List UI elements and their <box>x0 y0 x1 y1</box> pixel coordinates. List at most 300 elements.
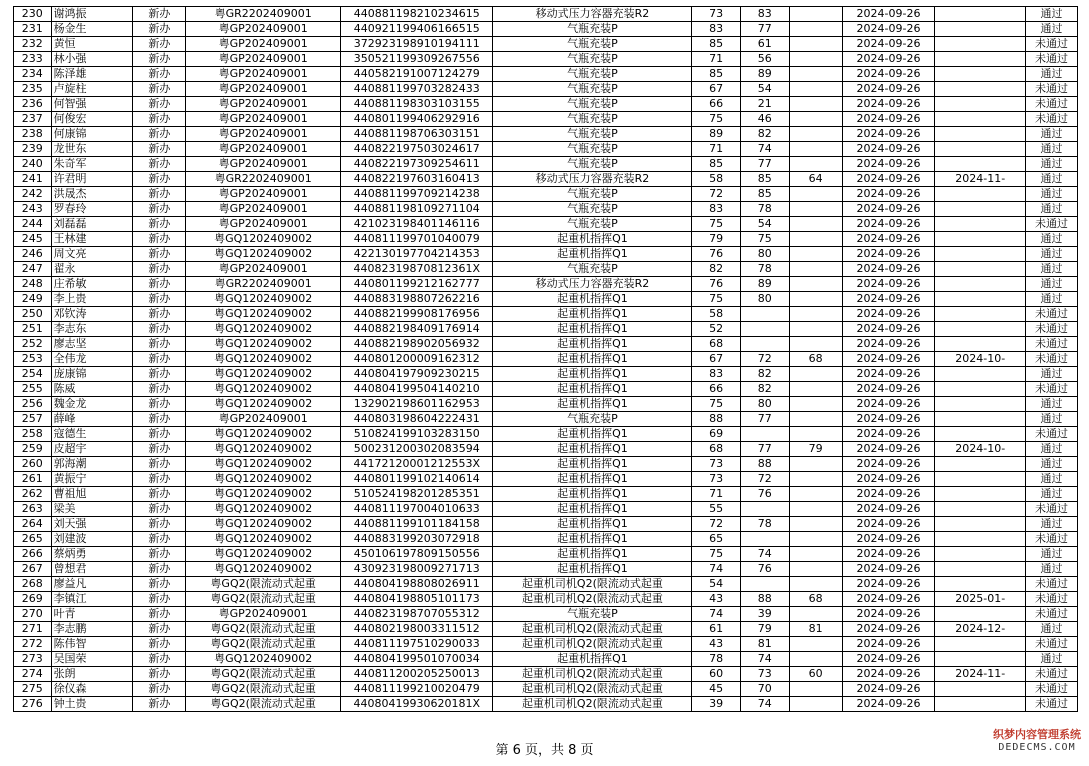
cell-batch: 粤GQ1202409002 <box>186 562 341 577</box>
cell-type: 新办 <box>133 232 186 247</box>
cell-retest-date <box>935 487 1026 502</box>
cell-type: 新办 <box>133 37 186 52</box>
cell-score-3 <box>789 127 842 142</box>
table-row <box>14 142 1078 157</box>
cell-name: 罗春玲 <box>51 202 133 217</box>
cell-score-1: 65 <box>692 532 741 547</box>
cell-exam-date: 2024-09-26 <box>842 22 935 37</box>
cell-score-2: 78 <box>740 262 789 277</box>
cell-retest-date <box>935 562 1026 577</box>
cell-retest-date <box>935 547 1026 562</box>
cell-no: 239 <box>14 142 52 157</box>
cell-score-1: 67 <box>692 352 741 367</box>
cell-score-2: 76 <box>740 562 789 577</box>
cell-name: 何康锦 <box>51 127 133 142</box>
watermark-logo <box>993 728 1081 754</box>
cell-result: 未通过 <box>1026 97 1078 112</box>
cell-no: 247 <box>14 262 52 277</box>
cell-id-number: 350521199309267556 <box>341 52 493 67</box>
cell-project: 起重机司机Q2(限流动式起重 <box>493 637 692 652</box>
cell-result: 通过 <box>1026 22 1078 37</box>
cell-score-1: 78 <box>692 652 741 667</box>
cell-score-1: 61 <box>692 622 741 637</box>
cell-exam-date: 2024-09-26 <box>842 622 935 637</box>
cell-score-1: 75 <box>692 217 741 232</box>
table-row <box>14 607 1078 622</box>
cell-result: 未通过 <box>1026 592 1078 607</box>
cell-project: 起重机指挥Q1 <box>493 292 692 307</box>
cell-no: 245 <box>14 232 52 247</box>
cell-result: 通过 <box>1026 157 1078 172</box>
cell-name: 许君明 <box>51 172 133 187</box>
cell-result: 未通过 <box>1026 502 1078 517</box>
table-row <box>14 82 1078 97</box>
cell-retest-date <box>935 67 1026 82</box>
cell-score-3 <box>789 292 842 307</box>
cell-name: 郭海潮 <box>51 457 133 472</box>
cell-type: 新办 <box>133 217 186 232</box>
table-row <box>14 67 1078 82</box>
cell-no: 267 <box>14 562 52 577</box>
cell-result: 未通过 <box>1026 307 1078 322</box>
cell-score-1: 76 <box>692 277 741 292</box>
cell-result: 未通过 <box>1026 322 1078 337</box>
cell-score-2: 77 <box>740 442 789 457</box>
cell-score-1: 43 <box>692 592 741 607</box>
cell-type: 新办 <box>133 682 186 697</box>
cell-exam-date: 2024-09-26 <box>842 307 935 322</box>
cell-id-number: 440881199703282433 <box>341 82 493 97</box>
table-row <box>14 517 1078 532</box>
cell-type: 新办 <box>133 472 186 487</box>
cell-project: 起重机指挥Q1 <box>493 532 692 547</box>
cell-score-1: 75 <box>692 547 741 562</box>
cell-no: 240 <box>14 157 52 172</box>
table-row <box>14 307 1078 322</box>
cell-exam-date: 2024-09-26 <box>842 532 935 547</box>
cell-score-2: 77 <box>740 412 789 427</box>
cell-score-3 <box>789 532 842 547</box>
cell-score-3 <box>789 517 842 532</box>
cell-project: 气瓶充装P <box>493 607 692 622</box>
cell-result: 未通过 <box>1026 112 1078 127</box>
cell-retest-date: 2024-11- <box>935 667 1026 682</box>
cell-project: 气瓶充装P <box>493 127 692 142</box>
cell-exam-date: 2024-09-26 <box>842 547 935 562</box>
cell-exam-date: 2024-09-26 <box>842 667 935 682</box>
cell-name: 钟土贵 <box>51 697 133 712</box>
cell-no: 261 <box>14 472 52 487</box>
cell-id-number: 430923198009271713 <box>341 562 493 577</box>
cell-project: 移动式压力容器充装R2 <box>493 7 692 22</box>
cell-score-1: 71 <box>692 142 741 157</box>
cell-name: 张朗 <box>51 667 133 682</box>
cell-no: 268 <box>14 577 52 592</box>
cell-exam-date: 2024-09-26 <box>842 67 935 82</box>
cell-result: 通过 <box>1026 622 1078 637</box>
cell-name: 刘天强 <box>51 517 133 532</box>
cell-score-3 <box>789 427 842 442</box>
cell-id-number: 440801199212162777 <box>341 277 493 292</box>
cell-project: 起重机司机Q2(限流动式起重 <box>493 697 692 712</box>
cell-retest-date <box>935 292 1026 307</box>
table-row <box>14 127 1078 142</box>
cell-retest-date <box>935 322 1026 337</box>
cell-batch: 粤GQ1202409002 <box>186 247 341 262</box>
cell-result: 通过 <box>1026 262 1078 277</box>
cell-batch: 粤GQ1202409002 <box>186 532 341 547</box>
cell-project: 起重机司机Q2(限流动式起重 <box>493 577 692 592</box>
cell-batch: 粤GP202409001 <box>186 607 341 622</box>
cell-result: 通过 <box>1026 397 1078 412</box>
cell-id-number: 44172120001212553X <box>341 457 493 472</box>
table-row <box>14 502 1078 517</box>
cell-type: 新办 <box>133 577 186 592</box>
cell-project: 气瓶充装P <box>493 187 692 202</box>
cell-score-3 <box>789 97 842 112</box>
cell-score-2: 82 <box>740 367 789 382</box>
cell-result: 通过 <box>1026 7 1078 22</box>
cell-score-2: 81 <box>740 637 789 652</box>
cell-name: 薛峰 <box>51 412 133 427</box>
cell-batch: 粤GP202409001 <box>186 217 341 232</box>
cell-type: 新办 <box>133 112 186 127</box>
cell-score-2: 61 <box>740 37 789 52</box>
cell-type: 新办 <box>133 277 186 292</box>
cell-score-1: 54 <box>692 577 741 592</box>
cell-result: 未通过 <box>1026 532 1078 547</box>
cell-type: 新办 <box>133 532 186 547</box>
cell-project: 移动式压力容器充装R2 <box>493 172 692 187</box>
cell-name: 周文亮 <box>51 247 133 262</box>
cell-batch: 粤GR2202409001 <box>186 7 341 22</box>
cell-score-3 <box>789 457 842 472</box>
cell-project: 气瓶充装P <box>493 217 692 232</box>
cell-score-2: 78 <box>740 202 789 217</box>
cell-type: 新办 <box>133 562 186 577</box>
cell-batch: 粤GP202409001 <box>186 262 341 277</box>
cell-type: 新办 <box>133 367 186 382</box>
cell-result: 未通过 <box>1026 52 1078 67</box>
cell-no: 243 <box>14 202 52 217</box>
cell-score-1: 45 <box>692 682 741 697</box>
page-footer: 第 6 页，共 8 页 <box>495 743 594 758</box>
cell-exam-date: 2024-09-26 <box>842 7 935 22</box>
cell-batch: 粤GQ1202409002 <box>186 352 341 367</box>
cell-project: 气瓶充装P <box>493 22 692 37</box>
cell-retest-date: 2024-11- <box>935 172 1026 187</box>
cell-project: 气瓶充装P <box>493 262 692 277</box>
cell-id-number: 440881198210234615 <box>341 7 493 22</box>
cell-score-1: 88 <box>692 412 741 427</box>
cell-score-3 <box>789 7 842 22</box>
cell-id-number: 440823198707055312 <box>341 607 493 622</box>
cell-exam-date: 2024-09-26 <box>842 337 935 352</box>
cell-exam-date: 2024-09-26 <box>842 52 935 67</box>
cell-score-2: 73 <box>740 667 789 682</box>
cell-score-3 <box>789 142 842 157</box>
watermark-line1: 织梦内容管理系统 <box>993 728 1081 741</box>
cell-score-1: 75 <box>692 292 741 307</box>
cell-id-number: 440881199101184158 <box>341 517 493 532</box>
cell-batch: 粤GP202409001 <box>186 187 341 202</box>
cell-name: 黄恒 <box>51 37 133 52</box>
cell-score-1: 55 <box>692 502 741 517</box>
cell-score-1: 43 <box>692 637 741 652</box>
cell-project: 气瓶充装P <box>493 67 692 82</box>
cell-type: 新办 <box>133 667 186 682</box>
cell-retest-date <box>935 697 1026 712</box>
cell-name: 魏金龙 <box>51 397 133 412</box>
cell-score-3 <box>789 367 842 382</box>
cell-id-number: 510524198201285351 <box>341 487 493 502</box>
cell-result: 未通过 <box>1026 427 1078 442</box>
cell-no: 275 <box>14 682 52 697</box>
table-row <box>14 682 1078 697</box>
cell-score-2: 76 <box>740 487 789 502</box>
cell-score-1: 67 <box>692 82 741 97</box>
cell-score-2 <box>740 322 789 337</box>
cell-id-number: 440804197909230215 <box>341 367 493 382</box>
cell-result: 通过 <box>1026 547 1078 562</box>
cell-retest-date: 2025-01- <box>935 592 1026 607</box>
cell-no: 248 <box>14 277 52 292</box>
cell-id-number: 440882198409176914 <box>341 322 493 337</box>
cell-name: 洪晟杰 <box>51 187 133 202</box>
cell-name: 林小强 <box>51 52 133 67</box>
cell-retest-date <box>935 202 1026 217</box>
cell-score-2 <box>740 337 789 352</box>
cell-exam-date: 2024-09-26 <box>842 382 935 397</box>
cell-result: 未通过 <box>1026 352 1078 367</box>
cell-result: 未通过 <box>1026 682 1078 697</box>
cell-result: 未通过 <box>1026 637 1078 652</box>
cell-result: 通过 <box>1026 367 1078 382</box>
table-row <box>14 322 1078 337</box>
cell-score-1: 58 <box>692 172 741 187</box>
cell-project: 气瓶充装P <box>493 412 692 427</box>
cell-type: 新办 <box>133 82 186 97</box>
cell-result: 通过 <box>1026 562 1078 577</box>
cell-score-2: 80 <box>740 397 789 412</box>
cell-score-1: 39 <box>692 697 741 712</box>
cell-id-number: 440801199102140614 <box>341 472 493 487</box>
cell-id-number: 440881198109271104 <box>341 202 493 217</box>
cell-no: 254 <box>14 367 52 382</box>
cell-score-1: 83 <box>692 22 741 37</box>
cell-retest-date <box>935 112 1026 127</box>
cell-score-1: 79 <box>692 232 741 247</box>
table-row <box>14 577 1078 592</box>
cell-retest-date <box>935 187 1026 202</box>
table-row <box>14 427 1078 442</box>
table-row <box>14 397 1078 412</box>
cell-name: 龙世东 <box>51 142 133 157</box>
cell-score-2: 74 <box>740 142 789 157</box>
cell-project: 起重机指挥Q1 <box>493 562 692 577</box>
cell-score-3 <box>789 682 842 697</box>
cell-score-1: 74 <box>692 562 741 577</box>
cell-project: 起重机指挥Q1 <box>493 367 692 382</box>
table-row <box>14 562 1078 577</box>
cell-retest-date <box>935 412 1026 427</box>
cell-retest-date <box>935 52 1026 67</box>
table-row <box>14 37 1078 52</box>
cell-result: 未通过 <box>1026 607 1078 622</box>
cell-exam-date: 2024-09-26 <box>842 172 935 187</box>
cell-project: 起重机指挥Q1 <box>493 487 692 502</box>
cell-id-number: 450106197809150556 <box>341 547 493 562</box>
cell-score-3 <box>789 577 842 592</box>
table-row <box>14 232 1078 247</box>
cell-score-1: 85 <box>692 37 741 52</box>
cell-batch: 粤GQ1202409002 <box>186 307 341 322</box>
cell-result: 未通过 <box>1026 37 1078 52</box>
cell-score-3 <box>789 187 842 202</box>
cell-id-number: 440883198807262216 <box>341 292 493 307</box>
cell-score-1: 75 <box>692 112 741 127</box>
cell-id-number: 440881198706303151 <box>341 127 493 142</box>
cell-no: 230 <box>14 7 52 22</box>
cell-result: 未通过 <box>1026 667 1078 682</box>
cell-exam-date: 2024-09-26 <box>842 697 935 712</box>
table-row <box>14 412 1078 427</box>
cell-name: 刘磊磊 <box>51 217 133 232</box>
table-row <box>14 187 1078 202</box>
cell-batch: 粤GQ2(限流动式起重 <box>186 697 341 712</box>
cell-no: 265 <box>14 532 52 547</box>
cell-exam-date: 2024-09-26 <box>842 367 935 382</box>
cell-exam-date: 2024-09-26 <box>842 202 935 217</box>
cell-type: 新办 <box>133 97 186 112</box>
cell-project: 起重机指挥Q1 <box>493 457 692 472</box>
table-row <box>14 532 1078 547</box>
table-row <box>14 337 1078 352</box>
table-row <box>14 97 1078 112</box>
cell-exam-date: 2024-09-26 <box>842 187 935 202</box>
cell-no: 231 <box>14 22 52 37</box>
cell-type: 新办 <box>133 292 186 307</box>
cell-result: 未通过 <box>1026 217 1078 232</box>
cell-project: 气瓶充装P <box>493 202 692 217</box>
cell-batch: 粤GQ2(限流动式起重 <box>186 592 341 607</box>
cell-batch: 粤GP202409001 <box>186 142 341 157</box>
cell-type: 新办 <box>133 352 186 367</box>
cell-retest-date <box>935 472 1026 487</box>
cell-no: 255 <box>14 382 52 397</box>
cell-project: 起重机指挥Q1 <box>493 397 692 412</box>
cell-score-2: 54 <box>740 82 789 97</box>
cell-batch: 粤GQ1202409002 <box>186 502 341 517</box>
cell-batch: 粤GQ1202409002 <box>186 457 341 472</box>
table-row <box>14 592 1078 607</box>
cell-score-2: 39 <box>740 607 789 622</box>
cell-score-2: 88 <box>740 592 789 607</box>
cell-no: 242 <box>14 187 52 202</box>
cell-batch: 粤GQ2(限流动式起重 <box>186 622 341 637</box>
cell-name: 李志鹏 <box>51 622 133 637</box>
cell-batch: 粤GQ1202409002 <box>186 292 341 307</box>
cell-name: 卢旋柱 <box>51 82 133 97</box>
cell-no: 249 <box>14 292 52 307</box>
cell-id-number: 440822197503024617 <box>341 142 493 157</box>
cell-exam-date: 2024-09-26 <box>842 112 935 127</box>
cell-id-number: 440804199504140210 <box>341 382 493 397</box>
cell-type: 新办 <box>133 52 186 67</box>
cell-score-2: 85 <box>740 172 789 187</box>
cell-batch: 粤GQ1202409002 <box>186 472 341 487</box>
cell-id-number: 440882198902056932 <box>341 337 493 352</box>
cell-id-number: 500231200302083594 <box>341 442 493 457</box>
cell-no: 250 <box>14 307 52 322</box>
table-row <box>14 22 1078 37</box>
cell-score-1: 74 <box>692 607 741 622</box>
cell-id-number: 44082319870812361X <box>341 262 493 277</box>
cell-exam-date: 2024-09-26 <box>842 592 935 607</box>
cell-name: 廖志坚 <box>51 337 133 352</box>
cell-score-1: 73 <box>692 7 741 22</box>
cell-batch: 粤GQ1202409002 <box>186 397 341 412</box>
cell-score-3 <box>789 337 842 352</box>
cell-no: 273 <box>14 652 52 667</box>
cell-score-3 <box>789 247 842 262</box>
cell-score-3 <box>789 502 842 517</box>
cell-retest-date <box>935 517 1026 532</box>
cell-exam-date: 2024-09-26 <box>842 277 935 292</box>
cell-score-1: 60 <box>692 667 741 682</box>
cell-no: 269 <box>14 592 52 607</box>
cell-score-1: 73 <box>692 457 741 472</box>
cell-type: 新办 <box>133 442 186 457</box>
cell-name: 廖益凡 <box>51 577 133 592</box>
cell-retest-date <box>935 247 1026 262</box>
cell-project: 起重机指挥Q1 <box>493 547 692 562</box>
cell-type: 新办 <box>133 307 186 322</box>
cell-exam-date: 2024-09-26 <box>842 472 935 487</box>
cell-retest-date <box>935 382 1026 397</box>
cell-no: 253 <box>14 352 52 367</box>
cell-project: 起重机指挥Q1 <box>493 232 692 247</box>
table-row <box>14 442 1078 457</box>
cell-exam-date: 2024-09-26 <box>842 442 935 457</box>
cell-type: 新办 <box>133 382 186 397</box>
cell-name: 曾想君 <box>51 562 133 577</box>
cell-no: 272 <box>14 637 52 652</box>
watermark-line2: DEDECMS.COM <box>998 742 1076 753</box>
cell-name: 李上贵 <box>51 292 133 307</box>
cell-name: 何俊宏 <box>51 112 133 127</box>
cell-batch: 粤GP202409001 <box>186 112 341 127</box>
cell-name: 徐仪森 <box>51 682 133 697</box>
cell-score-2: 21 <box>740 97 789 112</box>
cell-result: 通过 <box>1026 202 1078 217</box>
cell-type: 新办 <box>133 142 186 157</box>
cell-id-number: 440811200205250013 <box>341 667 493 682</box>
cell-score-3 <box>789 652 842 667</box>
cell-project: 气瓶充装P <box>493 82 692 97</box>
cell-retest-date <box>935 457 1026 472</box>
cell-result: 通过 <box>1026 187 1078 202</box>
cell-score-2 <box>740 427 789 442</box>
cell-result: 通过 <box>1026 472 1078 487</box>
cell-type: 新办 <box>133 127 186 142</box>
cell-name: 叶青 <box>51 607 133 622</box>
cell-type: 新办 <box>133 322 186 337</box>
table-row <box>14 637 1078 652</box>
cell-type: 新办 <box>133 622 186 637</box>
cell-name: 寇德生 <box>51 427 133 442</box>
cell-result: 通过 <box>1026 487 1078 502</box>
